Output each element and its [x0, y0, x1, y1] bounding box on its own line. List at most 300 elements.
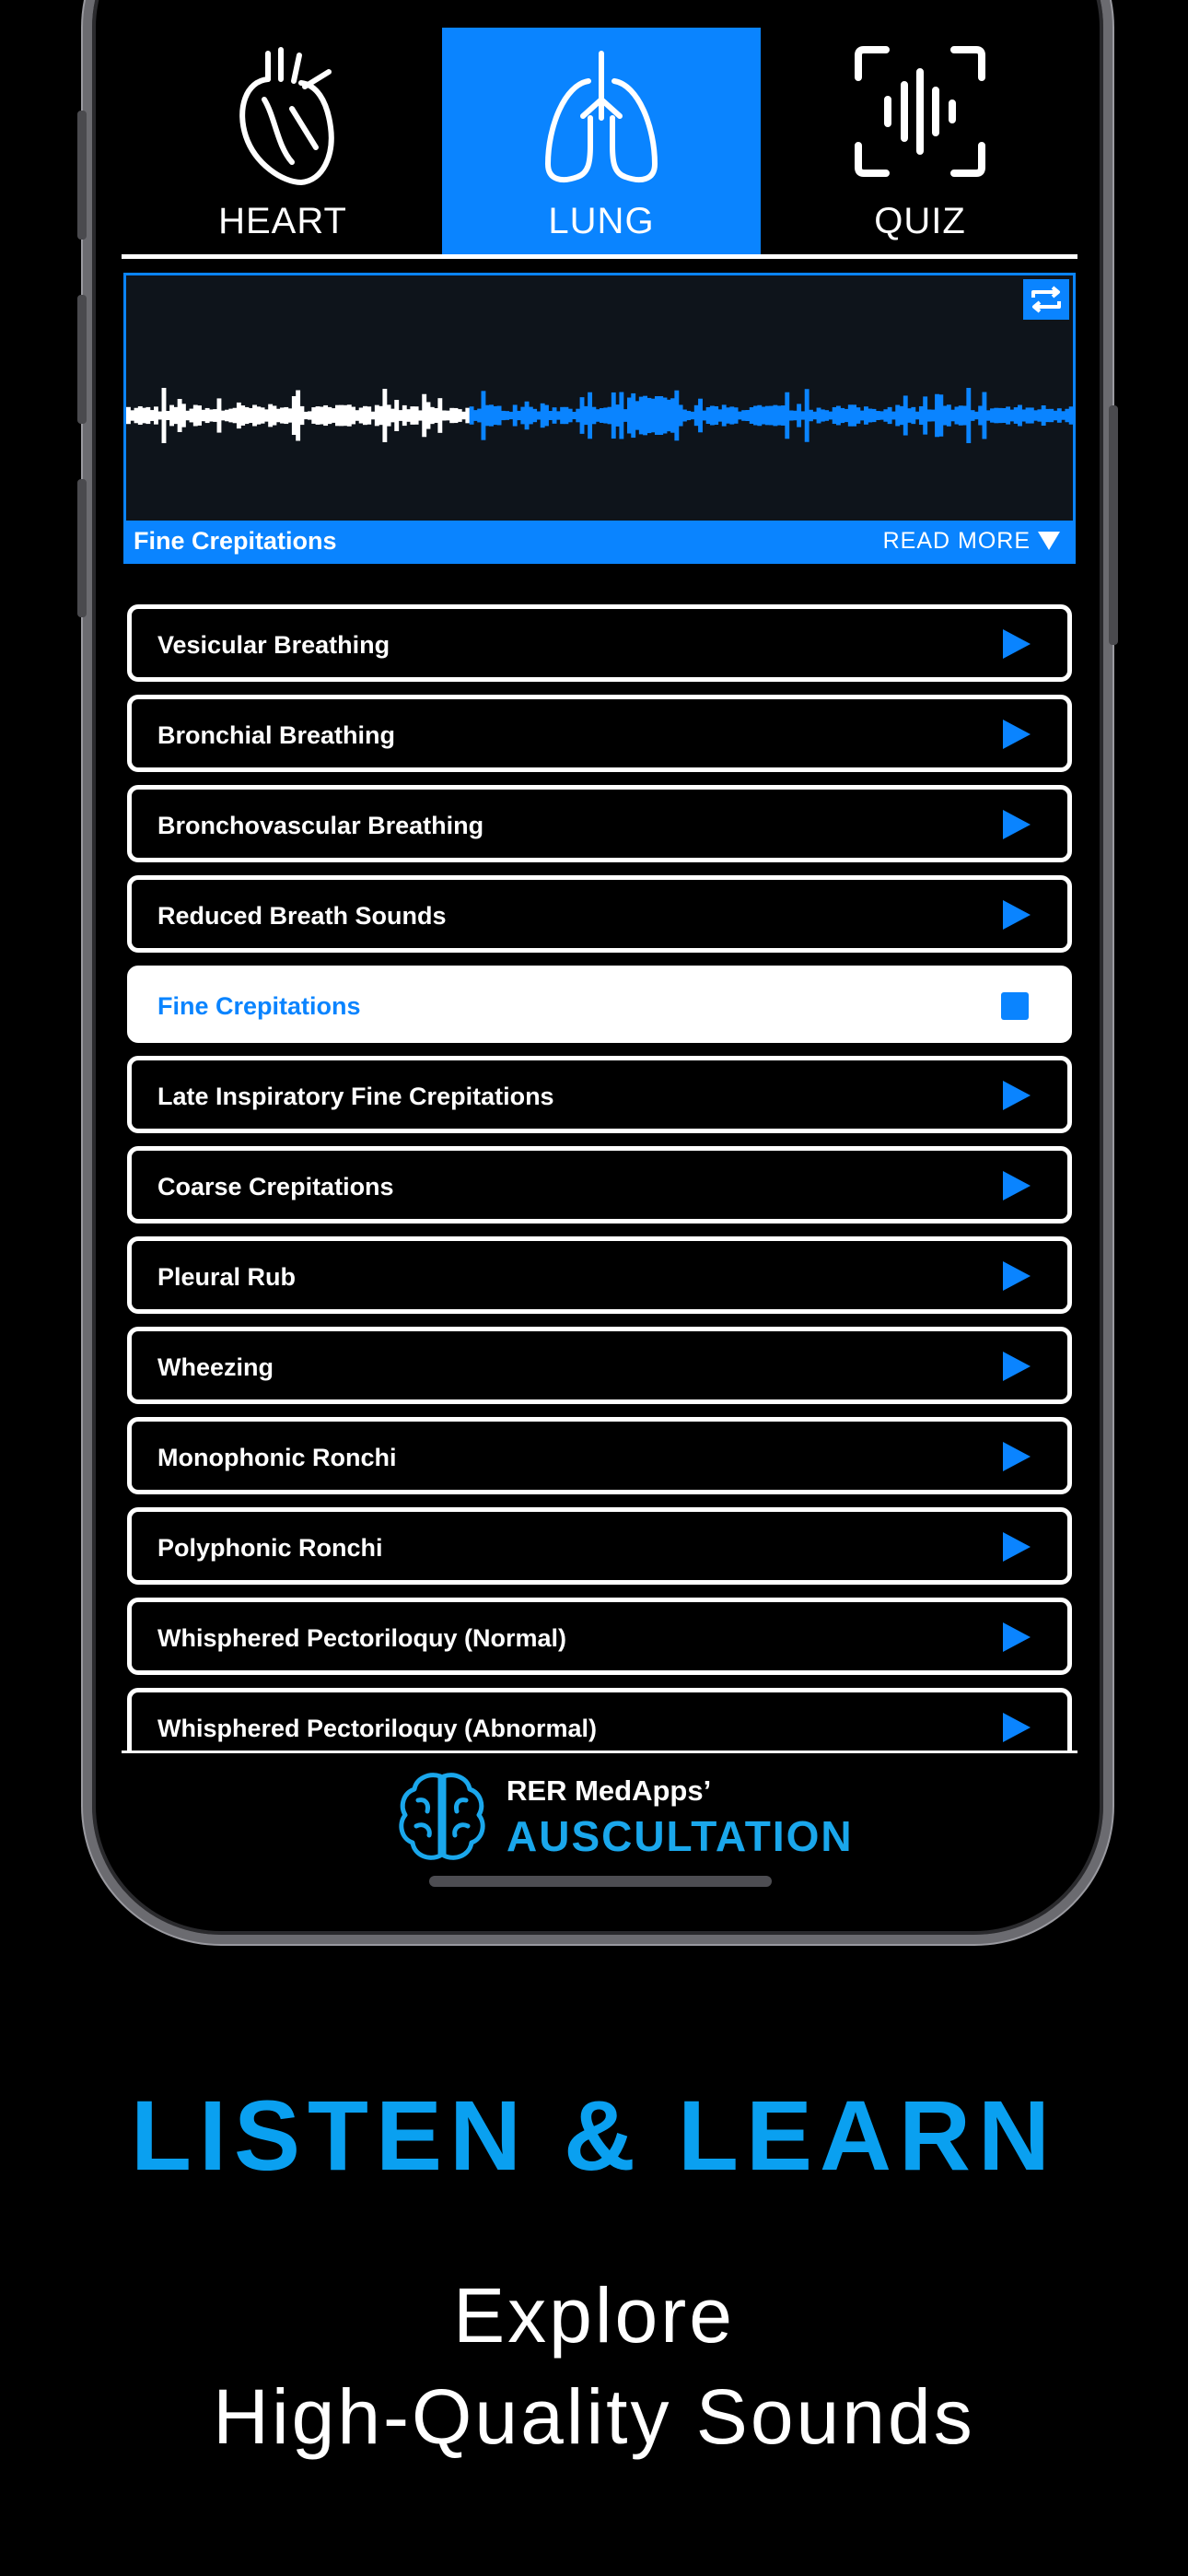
sound-list-item[interactable]	[127, 785, 1072, 862]
waveform-bar	[311, 407, 316, 424]
waveform-bar	[879, 411, 884, 419]
waveform-bar	[249, 408, 253, 423]
waveform-bar	[296, 391, 300, 441]
waveform-bar	[1009, 410, 1014, 422]
waveform-bar	[891, 412, 896, 420]
waveform-bar	[493, 406, 497, 425]
waveform-bar	[726, 407, 730, 423]
waveform-bar	[974, 412, 979, 419]
waveform-bar	[399, 410, 403, 421]
list-divider	[122, 1751, 1077, 1753]
waveform-bar	[316, 406, 320, 425]
waveform-bar	[860, 411, 865, 421]
waveform-bar	[833, 407, 837, 424]
waveform-bar	[347, 404, 352, 426]
read-more-button[interactable]	[883, 528, 1060, 555]
brain-icon	[396, 1769, 488, 1865]
waveform-bar	[221, 411, 226, 421]
subheadline-line-2: High-Quality Sounds	[213, 2373, 975, 2460]
waveform-bar	[213, 409, 217, 422]
waveform-bar	[252, 404, 257, 426]
waveform-bar	[367, 406, 371, 424]
waveform-bar	[935, 394, 939, 438]
waveform-bar	[793, 411, 798, 420]
waveform-bar	[667, 400, 671, 431]
waveform-bar	[714, 406, 718, 425]
waveform-bar	[872, 409, 877, 422]
waveform-bar	[1042, 405, 1046, 426]
waveform-bar	[548, 411, 553, 420]
waveform-scan-icon	[851, 44, 989, 192]
waveform-bar	[166, 411, 170, 420]
waveform-bar	[414, 406, 419, 425]
waveform-bar	[536, 412, 541, 420]
waveform-bar	[694, 405, 699, 426]
waveform-bar	[1045, 409, 1050, 422]
tab-lung[interactable]	[442, 28, 761, 254]
waveform-bar	[1026, 407, 1031, 423]
audio-player[interactable]	[123, 273, 1076, 564]
waveform-bar	[931, 410, 936, 422]
sound-label: Wheezing	[157, 1353, 274, 1381]
waveform-bar	[390, 409, 395, 423]
waveform-bar	[261, 407, 265, 423]
home-indicator[interactable]	[429, 1876, 772, 1887]
play-icon[interactable]	[1003, 1532, 1031, 1562]
sound-label: Pleural Rub	[157, 1263, 297, 1291]
waveform-bar	[773, 405, 777, 427]
waveform-bar	[938, 394, 943, 436]
waveform-bar	[919, 406, 924, 425]
play-icon[interactable]	[1003, 1081, 1031, 1110]
waveform-bar	[608, 407, 612, 425]
sound-list-item[interactable]	[127, 1688, 1072, 1752]
phone-side-button	[77, 111, 87, 240]
play-icon[interactable]	[1003, 1442, 1031, 1471]
sound-list-item[interactable]	[127, 1146, 1072, 1224]
waveform-bar	[603, 407, 608, 423]
waveform-bar	[351, 407, 355, 425]
app-logo	[396, 1767, 854, 1868]
waveform-bar	[682, 410, 687, 422]
player-info-bar	[126, 521, 1073, 561]
waveform-bar	[197, 405, 202, 426]
waveform-bar	[852, 404, 856, 426]
sound-label: Polyphonic Ronchi	[157, 1534, 383, 1562]
waveform-bar	[142, 408, 146, 424]
waveform-bar	[245, 407, 250, 424]
sound-label: Bronchial Breathing	[157, 721, 396, 749]
waveform-bar	[288, 408, 293, 422]
waveform-bar	[785, 392, 789, 439]
waveform-bar	[150, 410, 155, 421]
waveform-bar	[903, 395, 908, 435]
waveform-bar	[817, 408, 821, 424]
waveform-bar	[591, 407, 596, 425]
waveform-bar	[864, 406, 868, 425]
waveform-bar	[371, 412, 376, 420]
waveform-bar	[635, 401, 640, 429]
waveform-bar	[508, 412, 513, 419]
waveform-bar	[722, 404, 727, 426]
sound-label: Whisphered Pectoriloquy (Normal)	[157, 1624, 567, 1652]
waveform-bar	[663, 398, 668, 434]
waveform-bar	[572, 412, 577, 419]
waveform-bar	[193, 405, 198, 427]
waveform-bar	[848, 404, 853, 426]
waveform-bar	[868, 409, 872, 423]
waveform-bar	[410, 406, 414, 425]
waveform-bar	[1065, 409, 1069, 422]
waveform-bar	[888, 407, 892, 424]
sound-label: Vesicular Breathing	[157, 631, 390, 659]
phone-side-button	[77, 479, 87, 617]
waveform-bar	[181, 404, 186, 427]
waveform-bar	[1018, 404, 1022, 426]
sound-label: Late Inspiratory Fine Crepitations	[157, 1083, 554, 1110]
waveform-bar	[458, 409, 462, 422]
waveform-bar	[702, 411, 706, 421]
waveform-bar	[339, 405, 344, 427]
sound-label: Monophonic Ronchi	[157, 1444, 397, 1471]
waveform-bar	[797, 404, 801, 427]
waveform-bar	[556, 411, 561, 419]
waveform-bar	[134, 408, 139, 424]
waveform-bar	[651, 399, 656, 433]
logo-publisher: RER MedApps’	[507, 1774, 712, 1807]
waveform-bar	[418, 410, 423, 420]
play-icon[interactable]	[1003, 900, 1031, 930]
waveform-bar	[745, 410, 750, 421]
waveform-bar	[169, 405, 174, 427]
waveform-bar	[1057, 408, 1062, 423]
waveform-bar	[201, 410, 205, 421]
waveform-bar	[769, 406, 774, 426]
waveform-bar	[477, 409, 482, 423]
waveform-bar	[513, 404, 518, 426]
waveform-bar	[812, 412, 817, 419]
waveform-bar	[268, 404, 273, 427]
waveform-bar	[426, 402, 431, 428]
play-icon[interactable]	[1003, 1261, 1031, 1291]
sound-list-item[interactable]	[127, 966, 1072, 1043]
waveform-bar	[824, 410, 829, 421]
waveform-bar	[363, 406, 367, 425]
waveform-bar	[465, 408, 470, 424]
waveform-bar	[541, 404, 545, 427]
waveform-bar	[529, 407, 533, 425]
waveform-bar	[178, 399, 182, 432]
waveform-bar	[497, 406, 502, 426]
waveform-bar	[883, 409, 888, 422]
waveform-bar	[907, 408, 912, 423]
waveform-bar	[332, 408, 336, 423]
waveform-bar	[284, 407, 288, 424]
waveform-bar	[422, 394, 426, 438]
waveform-bar	[670, 398, 675, 432]
sound-list-item[interactable]	[127, 1327, 1072, 1404]
waveform-bar	[327, 407, 332, 424]
waveform-bar	[729, 406, 734, 424]
waveform-bar	[264, 409, 269, 421]
waveform-bar	[596, 409, 600, 422]
waveform-bar	[805, 389, 809, 441]
waveform-bar	[482, 391, 486, 439]
waveform-bar	[821, 409, 825, 421]
waveform-bar	[950, 410, 955, 422]
triangle-down-icon	[1038, 532, 1060, 550]
waveform-bar	[568, 409, 573, 423]
waveform-bar	[576, 409, 580, 423]
waveform-bar	[765, 406, 770, 426]
waveform-bar	[205, 408, 210, 423]
waveform-bar	[762, 406, 766, 424]
waveform-bar	[292, 396, 297, 435]
heart-icon	[227, 44, 338, 192]
waveform-bar	[520, 407, 525, 425]
waveform-bar	[718, 409, 723, 421]
waveform-bar	[256, 406, 261, 424]
waveform-bar	[564, 407, 568, 424]
waveform[interactable]	[126, 294, 1073, 515]
play-icon[interactable]	[1003, 1171, 1031, 1200]
waveform-bar	[335, 405, 340, 427]
waveform-bar	[580, 397, 585, 434]
waveform-bar	[753, 405, 758, 425]
play-icon[interactable]	[1003, 1713, 1031, 1742]
waveform-bar	[971, 410, 975, 421]
waveform-bar	[272, 405, 276, 425]
waveform-bar	[162, 388, 167, 443]
waveform-bar	[454, 408, 459, 423]
waveform-bar	[501, 411, 506, 420]
waveform-bar	[809, 410, 813, 421]
app-screen	[107, 0, 1081, 1921]
sound-label: Reduced Breath Sounds	[157, 902, 447, 930]
waveform-bar	[631, 393, 635, 438]
waveform-bar	[1033, 410, 1038, 420]
waveform-bar	[986, 410, 991, 420]
tab-label: HEART	[218, 201, 347, 241]
waveform-bar	[1014, 407, 1019, 424]
waveform-bar	[146, 407, 150, 424]
play-icon[interactable]	[1003, 629, 1031, 659]
waveform-bar	[1021, 409, 1026, 421]
waveform-bar	[856, 407, 860, 424]
play-icon[interactable]	[1003, 720, 1031, 749]
waveform-bar	[990, 408, 995, 422]
loop-button[interactable]	[1023, 279, 1069, 320]
subheadline-line-1: Explore	[453, 2272, 735, 2359]
waveform-bar	[553, 407, 557, 424]
waveform-bar	[777, 405, 782, 425]
waveform-bar	[962, 405, 967, 425]
waveform-bar	[217, 398, 222, 432]
waveform-bar	[955, 406, 960, 424]
waveform-bar	[209, 409, 214, 421]
sound-list-item[interactable]	[127, 1236, 1072, 1314]
waveform-bar	[876, 411, 880, 420]
waveform-bar	[927, 409, 932, 421]
waveform-bar	[157, 412, 162, 420]
waveform-bar	[710, 406, 715, 426]
waveform-bar	[473, 410, 478, 421]
waveform-bar	[623, 409, 628, 422]
waveform-bar	[789, 410, 794, 420]
waveform-bar	[643, 396, 647, 436]
waveform-bar	[276, 409, 281, 423]
waveform-bar	[584, 406, 588, 425]
waveform-bar	[387, 404, 391, 426]
sound-list[interactable]	[127, 604, 1072, 1752]
waveform-bar	[943, 405, 948, 425]
waveform-bar	[138, 406, 143, 425]
waveform-bar	[947, 404, 951, 427]
waveform-bar	[173, 407, 178, 424]
phone-side-button	[1109, 405, 1118, 645]
waveform-bar	[489, 404, 494, 426]
waveform-bar	[900, 406, 904, 425]
sound-list-item[interactable]	[127, 1507, 1072, 1585]
waveform-bar	[840, 408, 844, 423]
waveform-bar	[828, 412, 833, 420]
waveform-bar	[382, 389, 387, 442]
waveform-bar	[517, 411, 521, 420]
waveform-bar	[674, 391, 679, 441]
waveform-bar	[639, 397, 644, 435]
waveform-bar	[611, 392, 616, 439]
waveform-bar	[308, 411, 312, 419]
waveform-bar	[237, 403, 241, 428]
sound-label: Coarse Crepitations	[157, 1173, 394, 1200]
waveform-bar	[154, 406, 158, 424]
sound-list-item[interactable]	[127, 1056, 1072, 1133]
play-icon[interactable]	[1003, 1622, 1031, 1652]
waveform-bar	[982, 392, 986, 439]
waveform-bar	[1049, 409, 1054, 422]
waveform-bar	[1054, 411, 1058, 420]
waveform-bar	[446, 411, 450, 421]
sound-label: Bronchovascular Breathing	[157, 812, 484, 839]
waveform-bar	[923, 396, 927, 434]
play-icon[interactable]	[1003, 1352, 1031, 1381]
waveform-bar	[228, 409, 233, 423]
headline: LISTEN & LEARN	[130, 2079, 1057, 2191]
play-icon[interactable]	[1003, 810, 1031, 839]
tab-label: QUIZ	[874, 201, 966, 241]
waveform-bar	[915, 412, 920, 420]
waveform-bar	[750, 407, 754, 424]
waveform-bar	[126, 407, 131, 424]
waveform-bar	[600, 408, 604, 423]
tab-bar	[123, 28, 1076, 254]
waveform-bar	[757, 405, 762, 426]
waveform-bar	[994, 408, 998, 424]
sound-list-item[interactable]	[127, 875, 1072, 953]
waveform-bar	[406, 409, 411, 422]
waveform-bar	[437, 398, 442, 433]
sound-list-item[interactable]	[127, 695, 1072, 772]
waveform-bar	[655, 396, 659, 435]
sound-list-item[interactable]	[127, 604, 1072, 682]
waveform-bar	[470, 406, 474, 425]
waveform-bar	[449, 408, 454, 423]
waveform-bar	[394, 400, 399, 431]
waveform-bar	[359, 407, 364, 423]
lungs-icon	[537, 44, 666, 192]
waveform-bar	[434, 408, 438, 423]
waveform-bar	[679, 404, 683, 426]
waveform-bar	[402, 405, 407, 426]
waveform-bar	[1069, 406, 1073, 424]
waveform-bar	[185, 411, 190, 420]
waveform-bar	[734, 407, 739, 424]
waveform-bar	[959, 405, 963, 426]
waveform-bar	[485, 405, 490, 427]
waveform-bar	[190, 409, 194, 423]
now-playing-title: Fine Crepitations	[134, 526, 337, 555]
waveform-bar	[738, 412, 742, 420]
waveform-bar	[627, 398, 632, 434]
waveform-bar	[691, 412, 695, 419]
waveform-bar	[1037, 409, 1042, 421]
waveform-bar	[698, 399, 703, 433]
sound-label: Fine Crepitations	[157, 992, 361, 1020]
waveform-bar	[233, 408, 238, 424]
waveform-bar	[619, 392, 623, 439]
waveform-bar	[323, 405, 328, 426]
waveform-bar	[741, 410, 746, 421]
waveform-bar	[442, 411, 447, 421]
waveform-bar	[686, 411, 691, 420]
waveform-bar	[844, 409, 849, 422]
waveform-bar	[615, 404, 620, 427]
waveform-bar	[895, 405, 900, 427]
tab-quiz[interactable]	[761, 28, 1079, 254]
waveform-bar	[588, 392, 592, 439]
waveform-bar	[130, 410, 134, 420]
waveform-bar	[375, 405, 379, 427]
stop-icon[interactable]	[1001, 992, 1029, 1020]
waveform-bar	[966, 388, 971, 443]
waveform-bar	[978, 406, 983, 426]
waveform-bar	[379, 406, 383, 425]
waveform-bar	[430, 407, 435, 424]
waveform-bar	[560, 407, 565, 424]
waveform-bar	[1002, 408, 1007, 423]
waveform-bar	[1030, 407, 1034, 423]
waveform-bar	[1061, 411, 1066, 419]
tab-heart[interactable]	[123, 28, 442, 254]
waveform-bar	[320, 406, 324, 424]
waveform-bar	[344, 405, 348, 426]
waveform-bar	[1006, 406, 1010, 424]
waveform-bar	[505, 411, 509, 420]
tab-label: LUNG	[548, 201, 655, 241]
waveform-bar	[304, 412, 309, 419]
waveform-bar	[658, 396, 663, 435]
sound-list-item[interactable]	[127, 1417, 1072, 1494]
waveform-bar	[800, 411, 805, 419]
waveform-bar	[998, 408, 1003, 423]
sound-list-item[interactable]	[127, 1598, 1072, 1675]
waveform-bar	[532, 409, 537, 422]
sound-label: Whisphered Pectoriloquy (Abnormal)	[157, 1715, 598, 1742]
waveform-bar	[836, 406, 841, 426]
waveform-bar	[461, 412, 466, 419]
waveform-bar	[544, 405, 549, 427]
tab-divider	[122, 254, 1077, 259]
